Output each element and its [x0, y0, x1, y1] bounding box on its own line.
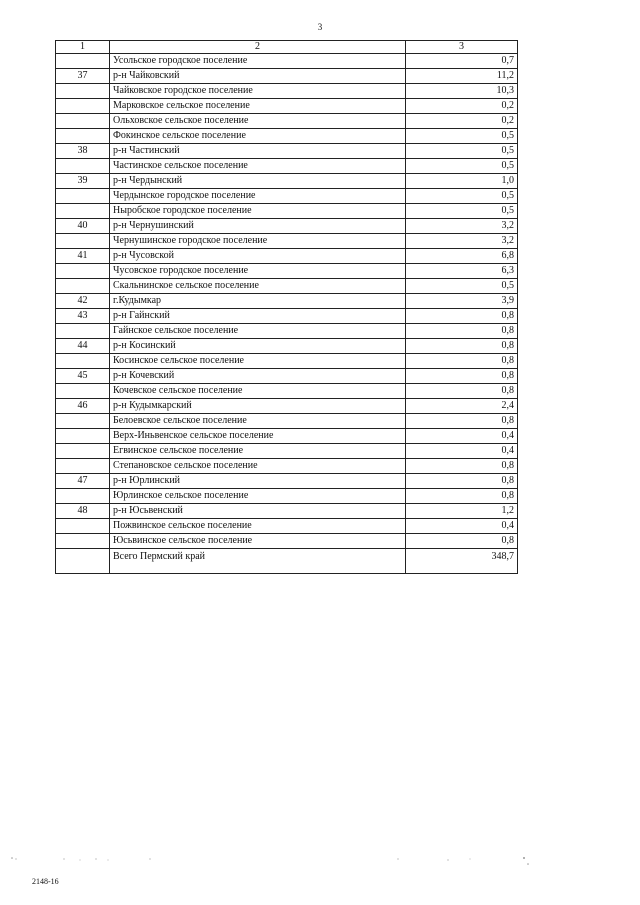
table-row: [56, 54, 518, 69]
row-value-cell: 0,5: [406, 279, 518, 294]
table-row: [56, 114, 518, 129]
row-number-cell: [56, 99, 110, 114]
row-name-cell: р-н Юрлинский: [110, 474, 406, 489]
table-row: [56, 354, 518, 369]
row-value-cell: 0,8: [406, 384, 518, 399]
table-row: [56, 534, 518, 549]
table-row: [56, 309, 518, 324]
row-value-cell: 0,8: [406, 324, 518, 339]
table-row: [56, 189, 518, 204]
row-number-cell: [56, 129, 110, 144]
table-row: [56, 279, 518, 294]
total-row: [56, 549, 518, 574]
row-value-cell: 0,5: [406, 144, 518, 159]
row-value-cell: 0,4: [406, 444, 518, 459]
table-row: [56, 429, 518, 444]
row-name-cell: Фокинское сельское поселение: [110, 129, 406, 144]
row-value-cell: 0,8: [406, 354, 518, 369]
data-table: [55, 40, 518, 574]
table-row: [56, 369, 518, 384]
row-name-cell: Чусовское городское поселение: [110, 264, 406, 279]
row-name-cell: Марковское сельское поселение: [110, 99, 406, 114]
row-value-cell: 0,4: [406, 519, 518, 534]
column-header-2: 2: [110, 41, 406, 54]
document-code: 2148-16: [32, 877, 59, 886]
row-name-cell: р-н Чернушинский: [110, 219, 406, 234]
row-number-cell: 46: [56, 399, 110, 414]
row-value-cell: 10,3: [406, 84, 518, 99]
row-name-cell: Косинское сельское поселение: [110, 354, 406, 369]
row-number-cell: [56, 444, 110, 459]
row-number-cell: [56, 189, 110, 204]
row-name-cell: р-н Частинский: [110, 144, 406, 159]
row-number-cell: 40: [56, 219, 110, 234]
column-header-3: 3: [406, 41, 518, 54]
table-row: [56, 519, 518, 534]
row-name-cell: Пожвинское сельское поселение: [110, 519, 406, 534]
row-value-cell: 6,3: [406, 264, 518, 279]
row-value-cell: 0,8: [406, 489, 518, 504]
row-name-cell: Усольское городское поселение: [110, 54, 406, 69]
row-value-cell: 6,8: [406, 249, 518, 264]
total-number-cell: [56, 549, 110, 574]
table-row: [56, 444, 518, 459]
row-number-cell: [56, 534, 110, 549]
row-number-cell: 44: [56, 339, 110, 354]
row-name-cell: р-н Косинский: [110, 339, 406, 354]
table-row: [56, 339, 518, 354]
row-number-cell: 37: [56, 69, 110, 84]
table-header-row: [56, 41, 518, 54]
row-value-cell: 0,5: [406, 159, 518, 174]
page-number: 3: [317, 22, 323, 32]
row-name-cell: р-н Кудымкарский: [110, 399, 406, 414]
row-number-cell: [56, 384, 110, 399]
row-number-cell: [56, 519, 110, 534]
row-value-cell: 0,5: [406, 204, 518, 219]
table-row: [56, 249, 518, 264]
row-name-cell: р-н Кочевский: [110, 369, 406, 384]
table-row: [56, 399, 518, 414]
row-number-cell: 43: [56, 309, 110, 324]
row-name-cell: Гайнское сельское поселение: [110, 324, 406, 339]
table-row: [56, 384, 518, 399]
row-value-cell: 0,8: [406, 474, 518, 489]
row-value-cell: 0,4: [406, 429, 518, 444]
row-value-cell: 0,8: [406, 339, 518, 354]
total-label-cell: Всего Пермский край: [110, 549, 406, 574]
table-row: [56, 459, 518, 474]
table-row: [56, 264, 518, 279]
row-number-cell: 41: [56, 249, 110, 264]
row-value-cell: 11,2: [406, 69, 518, 84]
row-number-cell: 38: [56, 144, 110, 159]
table-row: [56, 504, 518, 519]
row-number-cell: [56, 264, 110, 279]
row-name-cell: Чердынское городское поселение: [110, 189, 406, 204]
row-number-cell: [56, 429, 110, 444]
table-row: [56, 144, 518, 159]
row-number-cell: 42: [56, 294, 110, 309]
row-name-cell: р-н Чердынский: [110, 174, 406, 189]
total-value-cell: 348,7: [406, 549, 518, 574]
row-name-cell: Белоевское сельское поселение: [110, 414, 406, 429]
row-name-cell: р-н Чайковский: [110, 69, 406, 84]
row-name-cell: Степановское сельское поселение: [110, 459, 406, 474]
row-name-cell: Ольховское сельское поселение: [110, 114, 406, 129]
row-name-cell: Чайковское городское поселение: [110, 84, 406, 99]
table-row: [56, 159, 518, 174]
row-number-cell: 45: [56, 369, 110, 384]
row-name-cell: Егвинское сельское поселение: [110, 444, 406, 459]
row-value-cell: 0,5: [406, 129, 518, 144]
row-number-cell: [56, 159, 110, 174]
row-value-cell: 3,2: [406, 219, 518, 234]
row-number-cell: [56, 114, 110, 129]
row-number-cell: [56, 459, 110, 474]
row-value-cell: 2,4: [406, 399, 518, 414]
row-value-cell: 0,8: [406, 309, 518, 324]
row-value-cell: 0,5: [406, 189, 518, 204]
row-name-cell: Скальнинское сельское поселение: [110, 279, 406, 294]
row-number-cell: 39: [56, 174, 110, 189]
row-number-cell: [56, 279, 110, 294]
row-name-cell: Юрлинское сельское поселение: [110, 489, 406, 504]
table-row: [56, 204, 518, 219]
row-value-cell: 0,7: [406, 54, 518, 69]
table-row: [56, 84, 518, 99]
table-row: [56, 69, 518, 84]
column-header-1: 1: [56, 41, 110, 54]
row-number-cell: [56, 234, 110, 249]
table-row: [56, 174, 518, 189]
table-row: [56, 324, 518, 339]
row-name-cell: Кочевское сельское поселение: [110, 384, 406, 399]
row-value-cell: 0,8: [406, 369, 518, 384]
row-value-cell: 1,0: [406, 174, 518, 189]
table-row: [56, 99, 518, 114]
table-row: [56, 234, 518, 249]
table-row: [56, 474, 518, 489]
row-value-cell: 0,8: [406, 534, 518, 549]
row-name-cell: р-н Чусовской: [110, 249, 406, 264]
row-name-cell: Юсьвинское сельское поселение: [110, 534, 406, 549]
table-body: [56, 41, 518, 574]
row-number-cell: 48: [56, 504, 110, 519]
table-row: [56, 294, 518, 309]
row-name-cell: р-н Гайнский: [110, 309, 406, 324]
row-name-cell: р-н Юсьвенский: [110, 504, 406, 519]
row-number-cell: [56, 204, 110, 219]
row-number-cell: [56, 84, 110, 99]
row-value-cell: 3,2: [406, 234, 518, 249]
row-value-cell: 0,8: [406, 459, 518, 474]
scan-artifacts: [0, 850, 640, 870]
row-name-cell: Чернушинское городское поселение: [110, 234, 406, 249]
row-name-cell: Ныробское городское поселение: [110, 204, 406, 219]
table-row: [56, 489, 518, 504]
row-number-cell: [56, 54, 110, 69]
row-number-cell: [56, 414, 110, 429]
table-row: [56, 414, 518, 429]
row-name-cell: Частинское сельское поселение: [110, 159, 406, 174]
row-value-cell: 0,2: [406, 114, 518, 129]
row-number-cell: [56, 489, 110, 504]
row-number-cell: [56, 324, 110, 339]
row-number-cell: [56, 354, 110, 369]
table-row: [56, 129, 518, 144]
row-number-cell: 47: [56, 474, 110, 489]
row-value-cell: 1,2: [406, 504, 518, 519]
row-value-cell: 3,9: [406, 294, 518, 309]
row-name-cell: г.Кудымкар: [110, 294, 406, 309]
row-name-cell: Верх-Иньвенское сельское поселение: [110, 429, 406, 444]
row-value-cell: 0,2: [406, 99, 518, 114]
table-row: [56, 219, 518, 234]
row-value-cell: 0,8: [406, 414, 518, 429]
